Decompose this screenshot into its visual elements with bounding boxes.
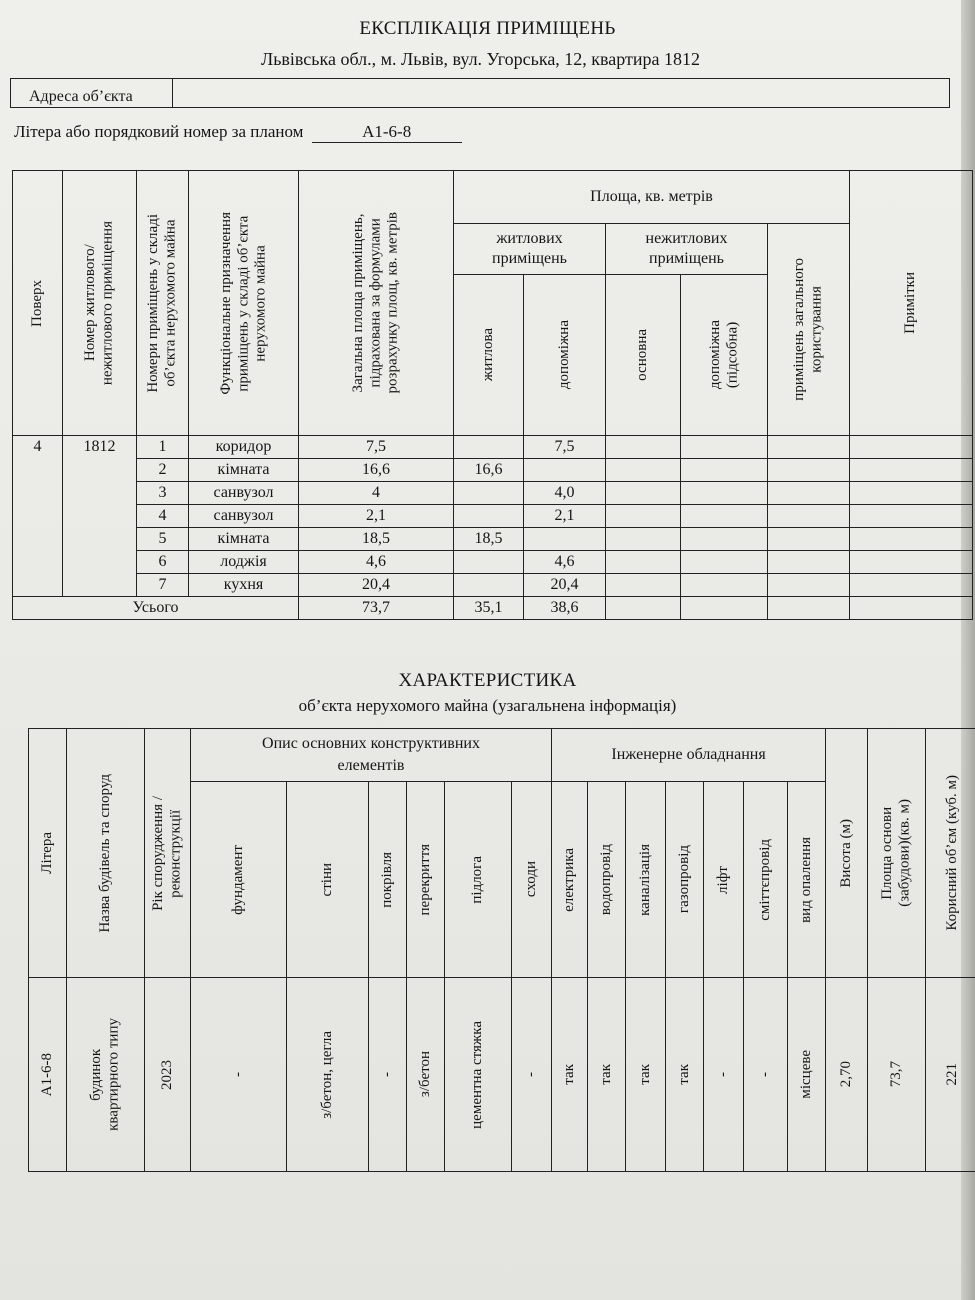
litera-label: Літера або порядковий номер за планом — [14, 122, 304, 141]
cell-unit-number: 1812 — [63, 436, 137, 597]
char-header-lift: ліфт — [704, 782, 744, 978]
cell-room-num: 1 — [137, 436, 189, 459]
cell-floor: 4 — [13, 436, 63, 597]
cell-room-name: санвузол — [189, 482, 299, 505]
char-cell-water: так — [588, 978, 626, 1172]
table-row — [13, 459, 973, 482]
total-row — [13, 597, 973, 620]
total-area: 73,7 — [299, 597, 454, 620]
char-cell-base-area: 73,7 — [868, 978, 926, 1172]
char-cell-floors-slab: з/бетон — [407, 978, 445, 1172]
char-cell-garbage: - — [744, 978, 788, 1172]
cell-room-aux — [524, 459, 606, 482]
cell-room-living: 16,6 — [454, 459, 524, 482]
cell-room-living — [454, 436, 524, 459]
address-label: Адреса об’єкта — [11, 79, 173, 107]
char-header-walls: стіни — [287, 782, 369, 978]
header-unit-number: Номер житлового/ нежитлового приміщення — [63, 171, 137, 436]
char-header-roof: покрівля — [369, 782, 407, 978]
header-area-group: Площа, кв. метрів — [454, 171, 850, 224]
char-header-gas: газопровід — [666, 782, 704, 978]
char-header-building-name: Назва будівель та споруд — [67, 729, 145, 978]
char-cell-volume: 221 — [926, 978, 975, 1172]
char-header-litera: Літера — [29, 729, 67, 978]
char-cell-foundation: - — [191, 978, 287, 1172]
cell-room-name: коридор — [189, 436, 299, 459]
char-header-sewer: каналізація — [626, 782, 666, 978]
char-cell-electricity: так — [552, 978, 588, 1172]
char-header-year: Рік спорудження / реконструкції — [145, 729, 191, 978]
char-header-floors-slab: перекриття — [407, 782, 445, 978]
cell-room-aux: 20,4 — [524, 574, 606, 597]
header-residential: житлових приміщень — [454, 224, 606, 275]
cell-room-name: лоджія — [189, 551, 299, 574]
cell-room-living — [454, 574, 524, 597]
char-cell-lift: - — [704, 978, 744, 1172]
table-row — [13, 551, 973, 574]
cell-room-name: санвузол — [189, 505, 299, 528]
litera-line — [14, 122, 462, 143]
char-header-engineering-group: Інженерне обладнання — [552, 729, 826, 782]
char-cell-stairs: - — [512, 978, 552, 1172]
explication-title: ЕКСПЛІКАЦІЯ ПРИМІЩЕНЬ — [359, 18, 616, 39]
cell-room-aux: 2,1 — [524, 505, 606, 528]
cell-room-living: 18,5 — [454, 528, 524, 551]
cell-room-aux: 7,5 — [524, 436, 606, 459]
address-value: Львівська обл., м. Львів, вул. Угорська, 12, квартира 1812 — [261, 49, 701, 69]
header-room-numbers: Номери приміщень у складі об’єкта нерухомого майна — [137, 171, 189, 436]
header-function: Функціональне призначення приміщень у складі об’єкта нерухомого майна — [189, 171, 299, 436]
char-cell-walls: з/бетон, цегла — [287, 978, 369, 1172]
char-header-foundation: фундамент — [191, 782, 287, 978]
char-header-electricity: електрика — [552, 782, 588, 978]
cell-room-total: 4 — [299, 482, 454, 505]
cell-room-num: 7 — [137, 574, 189, 597]
address-box — [10, 49, 950, 108]
cell-room-aux: 4,6 — [524, 551, 606, 574]
char-cell-floor: цементна стяжка — [445, 978, 512, 1172]
cell-room-total: 18,5 — [299, 528, 454, 551]
cell-room-total: 2,1 — [299, 505, 454, 528]
table-row — [13, 482, 973, 505]
cell-room-name: кухня — [189, 574, 299, 597]
cell-room-aux: 4,0 — [524, 482, 606, 505]
cell-room-num: 3 — [137, 482, 189, 505]
table-row — [13, 528, 973, 551]
cell-room-num: 2 — [137, 459, 189, 482]
total-living: 35,1 — [454, 597, 524, 620]
header-total-area: Загальна площа приміщень, підрахована за формулами розрахунку площ, кв. метрів — [299, 171, 454, 436]
cell-room-living — [454, 551, 524, 574]
char-cell-year: 2023 — [145, 978, 191, 1172]
char-cell-gas: так — [666, 978, 704, 1172]
header-main: основна — [606, 275, 681, 436]
char-header-floor: підлога — [445, 782, 512, 978]
char-cell-sewer: так — [626, 978, 666, 1172]
char-header-garbage: сміттєпровід — [744, 782, 788, 978]
header-non-residential: нежитлових приміщень — [606, 224, 768, 275]
total-aux: 38,6 — [524, 597, 606, 620]
cell-room-aux — [524, 528, 606, 551]
total-label: Усього — [13, 597, 299, 620]
table-row — [13, 436, 973, 459]
characteristics-subtitle: об’єкта нерухомого майна (узагальнена інформація) — [298, 696, 677, 715]
characteristics-title: ХАРАКТЕРИСТИКА — [398, 670, 577, 691]
char-cell-litera: А1-6-8 — [29, 978, 67, 1172]
cell-room-num: 5 — [137, 528, 189, 551]
header-floor: Поверх — [13, 171, 63, 436]
cell-room-num: 6 — [137, 551, 189, 574]
char-cell-heating: місцеве — [788, 978, 826, 1172]
cell-room-name: кімната — [189, 459, 299, 482]
cell-room-total: 16,6 — [299, 459, 454, 482]
cell-room-total: 7,5 — [299, 436, 454, 459]
char-header-height: Висота (м) — [826, 729, 868, 978]
characteristics-table — [28, 728, 975, 1172]
header-notes: Примітки — [850, 171, 973, 436]
char-header-volume: Корисний об’єм (куб. м) — [926, 729, 975, 978]
cell-room-living — [454, 505, 524, 528]
header-aux-utility: допоміжна (підсобна) — [681, 275, 768, 436]
char-cell-roof: - — [369, 978, 407, 1172]
char-cell-height: 2,70 — [826, 978, 868, 1172]
char-header-structural-group: Опис основних конструктивних елементів — [191, 729, 552, 782]
table-row — [13, 574, 973, 597]
char-header-stairs: сходи — [512, 782, 552, 978]
cell-room-total: 4,6 — [299, 551, 454, 574]
header-common-use: приміщень загального користування — [768, 224, 850, 436]
cell-room-total: 20,4 — [299, 574, 454, 597]
char-cell-building-name: будинок квартирного типу — [67, 978, 145, 1172]
table-row — [13, 505, 973, 528]
cell-room-num: 4 — [137, 505, 189, 528]
header-living: житлова — [454, 275, 524, 436]
cell-room-living — [454, 482, 524, 505]
char-header-heating: вид опалення — [788, 782, 826, 978]
char-data-row — [29, 978, 975, 1172]
char-header-water: водопровід — [588, 782, 626, 978]
cell-room-name: кімната — [189, 528, 299, 551]
explication-table — [12, 170, 973, 620]
char-header-base-area: Площа основи (забудови)(кв. м) — [868, 729, 926, 978]
litera-value: А1-6-8 — [312, 122, 462, 143]
header-auxiliary: допоміжна — [524, 275, 606, 436]
